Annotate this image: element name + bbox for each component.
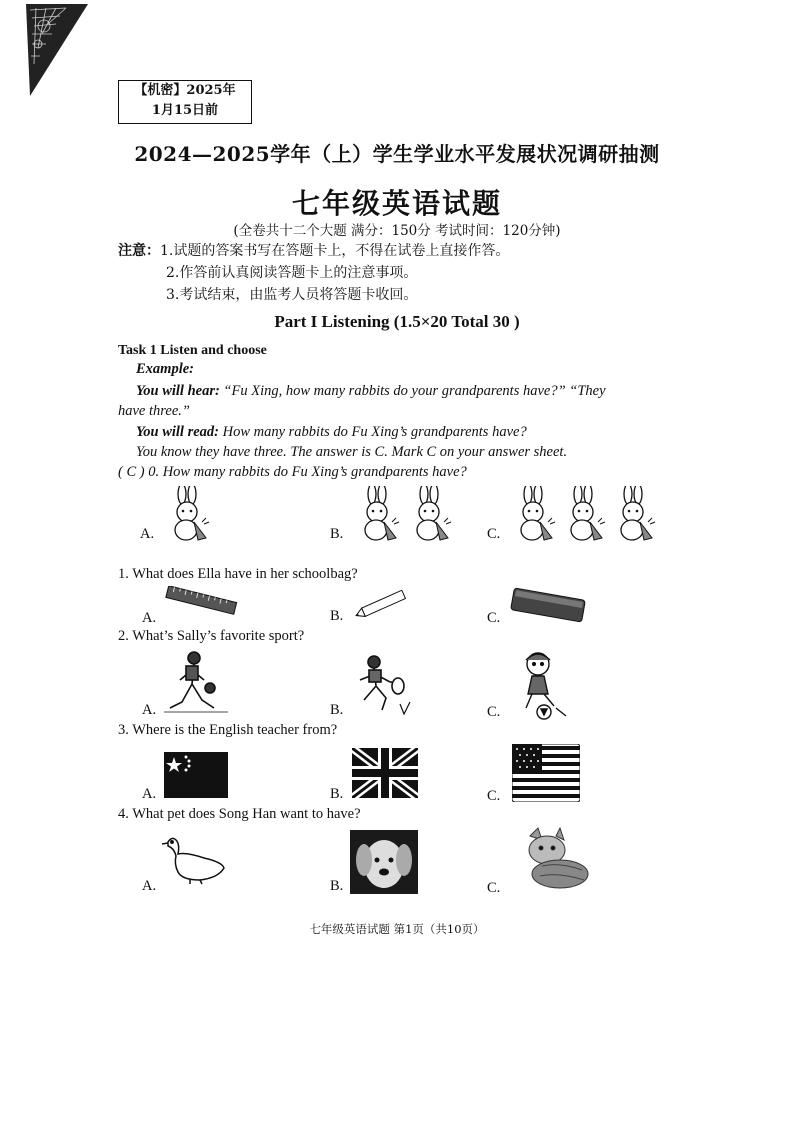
option-label: A. [142,878,157,894]
task-title: Task 1 Listen and choose [118,343,267,358]
question-3: 3. Where is the English teacher from? [118,722,338,738]
option-label: C. [487,880,501,896]
question-1: 1. What does Ella have in her schoolbag? [118,566,358,582]
soccer-player-icon [508,650,574,722]
option-label: B. [330,878,344,894]
option-label: B. [330,526,344,542]
duck-icon [160,834,230,886]
option-label: A. [142,702,157,718]
tennis-player-icon [352,652,418,718]
notes [118,240,509,260]
rabbit-icon [612,486,658,542]
page-title: 七年级英语试题 [291,187,502,220]
hear-label: You will hear: [136,383,220,399]
option-label: C. [487,526,501,542]
pencil-case-icon [508,586,588,624]
cat-icon [522,826,590,892]
example-label: Example: [136,361,194,377]
us-flag-icon [512,744,580,802]
confidential-line-1: 【机密】2025年 [134,83,236,98]
option-label: C. [487,788,501,804]
corner-decoration [26,4,88,96]
example-know: You know they have three. The answer is C. Mark C on your answer sheet. [136,444,568,460]
read-label: You will read: [136,424,219,440]
page-footer: 七年级英语试题 第1页（共10页） [309,922,485,936]
note-item: 1.试题的答案书写在答题卡上，不得在试卷上直接作答。 [160,243,510,259]
option-label: A. [142,610,157,626]
example-hear [136,383,696,400]
hear-text: “Fu Xing, how many rabbits do your grandparents have?” “They [219,383,606,399]
option-label: C. [487,610,501,626]
hear-text-cont: have three.” [118,403,190,419]
part-title: Part I Listening (1.5×20 Total 30 ) [274,312,520,331]
note-item: 2.作答前认真阅读答题卡上的注意事项。 [166,265,418,281]
exam-subtitle: (全卷共十二个大题 满分：150分 考试时间：120分钟) [233,223,561,239]
notes-label: 注意： [118,243,160,259]
rabbit-icon [562,486,608,542]
exam-header: 2024—2025学年（上）学生学业水平发展状况调研抽测 [134,142,660,166]
confidential-line-2: 1月15日前 [151,103,219,118]
example-read [136,424,527,441]
rabbit-icon [356,486,402,542]
option-label: A. [140,526,155,542]
option-label: C. [487,704,501,720]
question-4: 4. What pet does Song Han want to have? [118,806,361,822]
dog-icon [350,830,418,894]
option-label: A. [142,786,157,802]
rabbit-icon [512,486,558,542]
option-label: B. [330,786,344,802]
read-text: How many rabbits do Fu Xing’s grandparents have? [218,424,527,440]
basketball-player-icon [162,650,232,718]
confidential-box [118,80,252,124]
question-2: 2. What’s Sally’s favorite sport? [118,628,305,644]
china-flag-icon [164,752,228,798]
ruler-icon [164,586,238,616]
pencil-icon [352,590,410,620]
uk-flag-icon [352,748,418,798]
rabbit-icon [166,486,212,542]
example-question: ( C ) 0. How many rabbits do Fu Xing’s grandparents have? [118,464,467,480]
note-item: 3.考试结束，由监考人员将答题卡收回。 [166,287,418,303]
option-label: B. [330,702,344,718]
rabbit-icon [408,486,454,542]
option-label: B. [330,608,344,624]
